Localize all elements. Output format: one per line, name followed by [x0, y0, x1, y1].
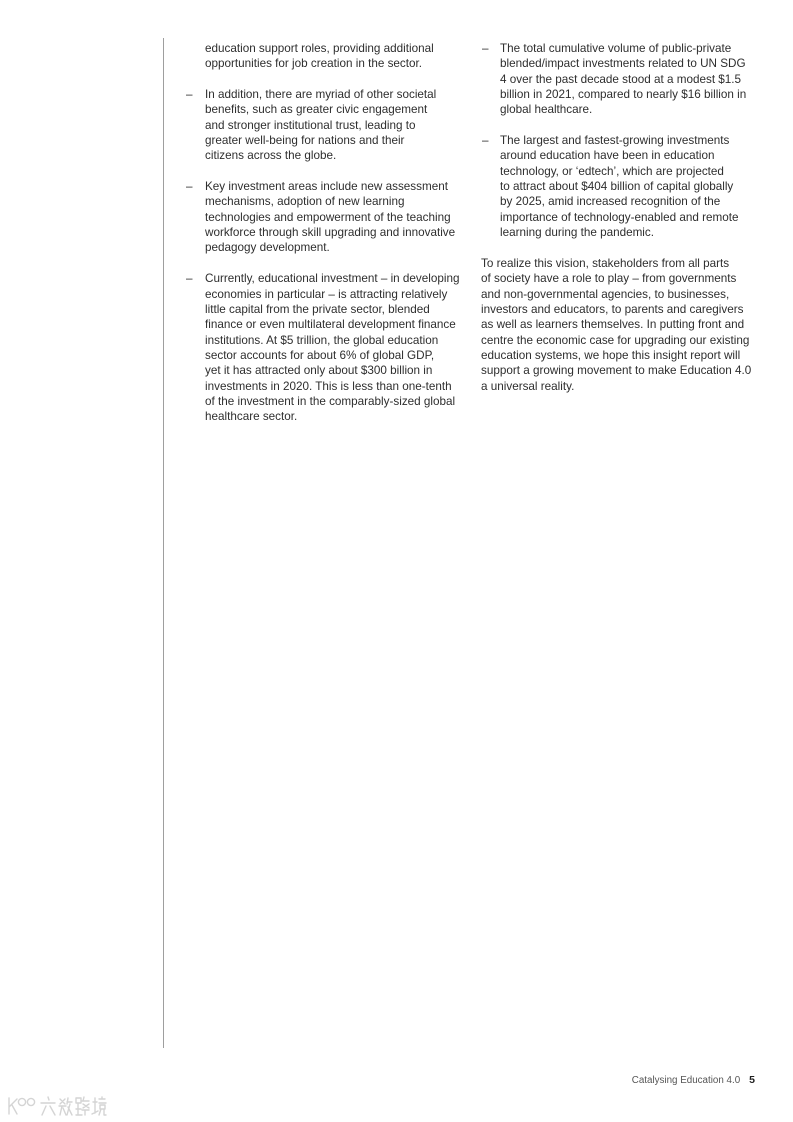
footer-page-number: 5	[749, 1074, 755, 1086]
bullet-text: In addition, there are myriad of other societal benefits, such as greater civic engagement and stronger institutional trust, leading to greater well-being for nations and their citizens across the globe.	[205, 88, 437, 163]
column-divider-rule	[163, 38, 164, 1048]
bullet-item	[186, 87, 471, 164]
bullet-dash: –	[186, 180, 193, 194]
right-column	[481, 41, 771, 394]
bullet-dash: –	[482, 134, 489, 148]
page-footer	[632, 1074, 755, 1086]
bullet-text: Currently, educational investment – in developing economies in particular – is attracting relatively little capital from the private sector, blended finance or even multilateral development finance institutions. At $5 trillion, the global education sector accounts for about 6% of global GDP, yet it has attracted only about $300 billion in investments in 2020. This is less than one-tenth of the investment in the comparably-sized global healthcare sector.	[205, 272, 460, 424]
left-column	[186, 41, 471, 440]
watermark-logo	[5, 1094, 107, 1118]
bullet-dash: –	[186, 272, 193, 286]
lead-paragraph: education support roles, providing additional opportunities for job creation in the sector.	[205, 42, 434, 71]
bullet-dash: –	[186, 88, 193, 102]
bullet-item	[481, 133, 771, 240]
bullet-item	[186, 179, 471, 256]
brand-logo-icon	[9, 1098, 35, 1114]
bullet-text: Key investment areas include new assessment mechanisms, adoption of new learning technologies and empowerment of the teaching workforce through skill upgrading and innovative pedagogy development.	[205, 180, 456, 255]
bullet-item	[186, 271, 471, 424]
bullet-item	[481, 41, 771, 118]
bullet-dash: –	[482, 42, 489, 55]
closing-paragraph: To realize this vision, stakeholders from all parts of society have a role to play – from governments and non-governmental agencies, to businesses, investors and educators, to parents and caregivers as well as learners themselves. In putting front and centre the economic case for upgrading our existing education systems, we hope this insight report will support a growing movement to make Education 4.0 a universal reality.	[481, 256, 752, 393]
bullet-text: The largest and fastest-growing investments around education have been in education technology, or ‘edtech’, which are projected to attract about $404 billion of capital globally by 2025, amid increased recognition of the importance of technology-enabled and remote learning during the pandemic.	[500, 134, 739, 240]
footer-report-title: Catalysing Education 4.0	[631, 1075, 741, 1086]
bullet-text: The total cumulative volume of public-private blended/impact investments related to UN SDG 4 over the past decade stood at a modest $1.5 billion in 2021, compared to nearly $16 billion in global healthcare.	[500, 42, 747, 117]
